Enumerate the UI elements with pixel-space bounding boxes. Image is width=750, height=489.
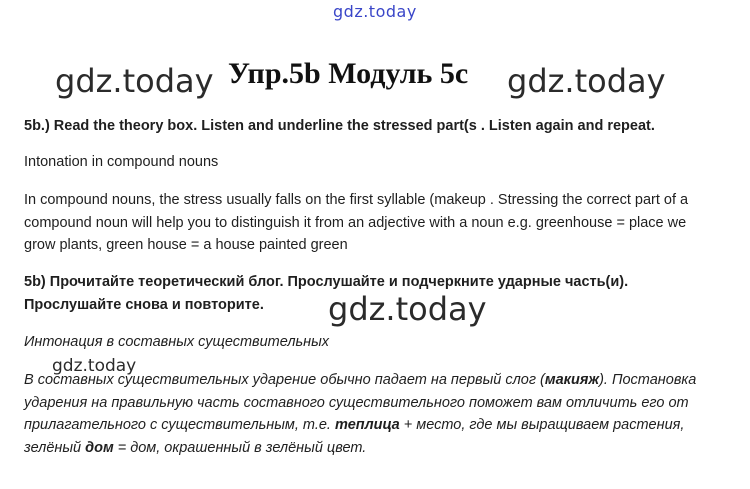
russian-heading: Интонация в составных существительных [24, 334, 330, 350]
russian-body-line-3 [24, 414, 684, 437]
text-segment: ). Постановка [599, 372, 697, 388]
watermark-right: gdz.today [507, 62, 666, 100]
text-segment: В составных существительных ударение обычно падает на первый слог ( [24, 372, 545, 388]
english-heading: Intonation in compound nouns [24, 154, 219, 170]
russian-task-line-2: Прослушайте снова и повторите. [24, 296, 264, 313]
english-body-line-1: In compound nouns, the stress usually falls on the first syllable (makeup . Stressing the correct part of a [24, 192, 689, 208]
russian-task-line-1: 5b) Прочитайте теоретический блог. Прослушайте и подчеркните ударные часть(и). [24, 274, 629, 290]
russian-body-line-4 [24, 437, 366, 460]
watermark-middle: gdz.today [328, 290, 487, 328]
text-segment: зелёный [24, 439, 86, 456]
text-segment: = дом, окрашенный в зелёный цвет. [113, 439, 367, 456]
bold-term-makeup: макияж [544, 372, 600, 388]
bold-term-house: дом [85, 439, 114, 456]
watermark-small: gdz.today [52, 356, 137, 376]
english-body-line-3: grow plants, green house = a house painted green [24, 237, 348, 253]
text-segment: + место, где мы выращиваем растения, [399, 417, 685, 433]
watermark-top: gdz.today [333, 2, 417, 21]
page-title: Упр.5b Модуль 5c [228, 57, 469, 90]
english-task: 5b.) Read the theory box. Listen and underline the stressed part(s . Listen again and repeat. [24, 118, 655, 134]
english-body-line-2: compound noun will help you to distinguish it from an adjective with a noun e.g. greenhouse = place we [24, 214, 687, 231]
text-segment: прилагательного с существительным, т.е. [24, 417, 335, 433]
russian-body-line-1 [24, 369, 696, 392]
bold-term-greenhouse: теплица [335, 417, 400, 433]
russian-body-line-2: ударения на правильную часть составного существительного поможет вам отличить его от [24, 394, 689, 411]
watermark-left: gdz.today [55, 62, 214, 100]
